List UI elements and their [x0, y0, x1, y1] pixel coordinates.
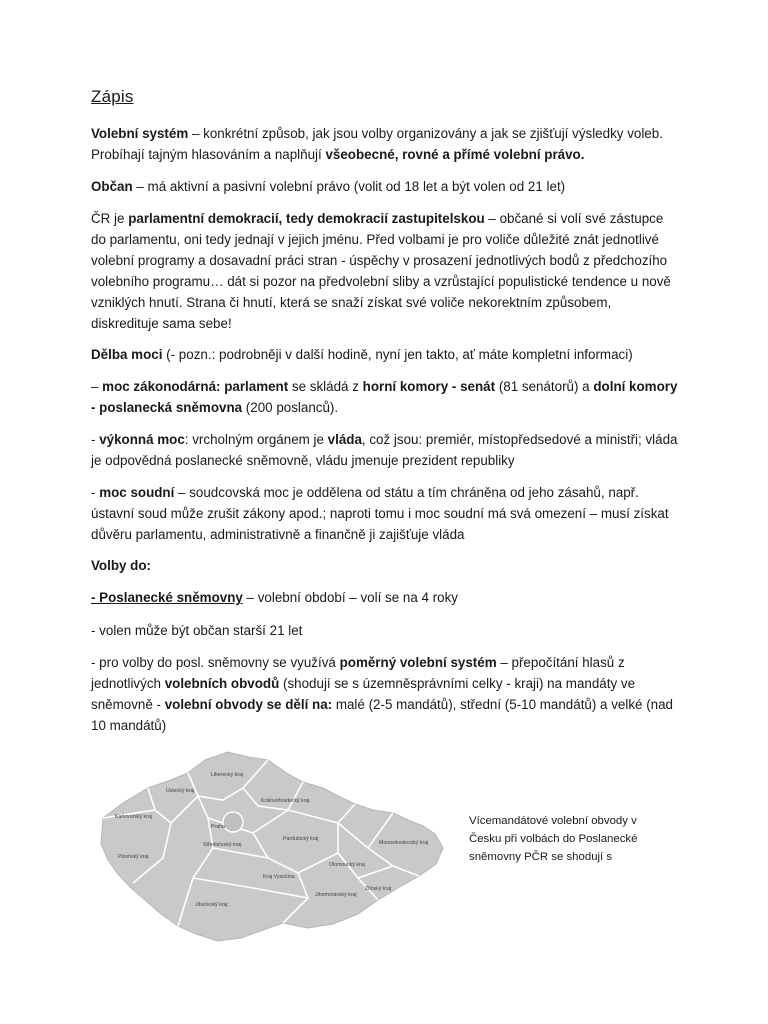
term-poslanecke-snemovny: - Poslanecké sněmovny — [91, 590, 243, 605]
text: – volební období – volí se na 4 roky — [242, 590, 458, 605]
paragraph-proportional-system — [91, 652, 681, 736]
page-title: Zápis — [91, 87, 134, 106]
text: – soudcovská moc je oddělena od státu a tím chráněna od jeho zásahů, např. ústavní soud může zrušit zákony apod.; naproti tomu i moc soudní má svá omezení – musí získat důvěru parlamentu, administrativně a finančně ji zajišťuje vláda — [91, 485, 669, 542]
paragraph-citizen — [91, 176, 681, 197]
text: - — [91, 485, 100, 500]
map-label-olomoucky: Olomoucký kraj — [329, 862, 365, 868]
term-volebni-system: Volební systém — [91, 126, 189, 141]
text: (200 poslanců). — [242, 400, 339, 415]
text: , což jsou: premiér, místopředsedové a ministři; vláda je odpovědná poslanecké sněmovně, vládu jmenuje prezident republiky — [91, 432, 678, 468]
map-label-liberecky: Liberecký kraj — [211, 772, 244, 778]
map-svg — [93, 748, 458, 948]
text: malé (2-5 mandátů), střední (5-10 mandátů) a velké (nad 10 mandátů) — [91, 697, 673, 733]
term-obcan: Občan — [91, 179, 133, 194]
prague-region — [223, 812, 243, 832]
text: se skládá z — [288, 379, 363, 394]
text: – přepočítání hlasů z jednotlivých — [91, 655, 625, 691]
term-legislative: moc zákonodárná: parlament — [102, 379, 289, 394]
heading-elections — [91, 555, 681, 576]
text: – má aktivní a pasivní volební právo (volit od 18 let a být volen od 21 let) — [132, 179, 566, 194]
map-label-kralovehradecky: Královéhradecký kraj — [261, 798, 310, 804]
map-label-jihomoravsky: Jihomoravský kraj — [315, 892, 357, 898]
term-senate: horní komory - senát — [362, 379, 496, 394]
term-chamber: dolní komory - poslanecká sněmovna — [91, 379, 678, 415]
term-democracy: parlamentní demokracií, tedy demokracií zastupitelskou — [128, 211, 485, 226]
map-label-moravskoslezsky: Moravskoslezský kraj — [379, 840, 429, 846]
map-outline — [101, 752, 443, 941]
term-volby-do: Volby do: — [91, 558, 152, 573]
text: - volen může být občan starší 21 let — [91, 623, 303, 638]
term-volebni-pravo: všeobecné, rovné a přímé volební právo. — [325, 147, 585, 162]
text: (81 senátorů) a — [495, 379, 594, 394]
term-delba-moci: Dělba moci — [91, 347, 163, 362]
text: – — [91, 379, 103, 394]
text: - — [91, 432, 100, 447]
term-proportional: poměrný volební systém — [339, 655, 497, 670]
text: – konkrétní způsob, jak jsou volby organizovány a jak se zjišťují výsledky voleb. Probíhají tajným hlasováním a naplňují — [91, 126, 663, 162]
text: – občané si volí své zástupce do parlamentu, oni tedy jednají v jejich jménu. Před volbami je pro voliče důležité znát jednotlivé volební programy a dosavadní práci stran - úspěchy v prosazení jednotlivých bodů z předchozího volebního programu… dát si pozor na předvolební sliby a vzrůstající populistické tendence u nově vzniklých hnutí. Strana či hnutí, která se snaží získat své voliče nekorektním způsobem, diskredituje sama sebe! — [91, 211, 671, 331]
term-executive: výkonná moc — [99, 432, 185, 447]
map-label-karlovarsky: Karlovarský kraj — [115, 814, 152, 820]
paragraph-separation-of-powers — [91, 344, 681, 365]
map-label-plzensky: Plzeňský kraj — [118, 854, 149, 860]
map-label-vysocina: Kraj Vysočina — [263, 874, 295, 880]
text: (- pozn.: podrobněji v další hodině, nyní jen takto, ať máte kompletní informaci) — [162, 347, 633, 362]
map-label-stredocesky: Středočeský kraj — [203, 842, 242, 848]
term-constituency-division: volební obvody se dělí na: — [164, 697, 333, 712]
czech-regions-map — [93, 748, 458, 948]
text: : vrcholným orgánem je — [184, 432, 328, 447]
map-label-ustecky: Ústecký kraj — [166, 788, 195, 794]
text: - pro volby do posl. sněmovny se využívá — [91, 655, 340, 670]
map-caption: Vícemandátové volební obvody v Česku při volbách do Poslanecké sněmovny PČR se shodují s — [469, 815, 638, 863]
paragraph-electoral-system — [91, 123, 681, 165]
map-label-pardubicky: Pardubický kraj — [283, 836, 319, 842]
map-label-praha: Praha — [211, 824, 225, 830]
paragraph-eligibility — [91, 620, 681, 641]
term-constituencies: volebních obvodů — [164, 676, 280, 691]
map-label-zlinsky: Zlínský kraj — [365, 886, 392, 892]
paragraph-chamber-elections — [91, 587, 681, 608]
paragraph-executive — [91, 429, 681, 471]
term-government: vláda — [327, 432, 362, 447]
term-judicial: moc soudní — [99, 485, 175, 500]
map-label-jihocesky: Jihočeský kraj — [195, 902, 228, 908]
paragraph-legislative — [91, 376, 681, 418]
paragraph-judicial — [91, 482, 681, 545]
paragraph-democracy — [91, 208, 681, 334]
text: ČR je — [91, 211, 129, 226]
text: (shodují se s územněsprávními celky - kraji) na mandáty ve sněmovně - — [91, 676, 636, 712]
